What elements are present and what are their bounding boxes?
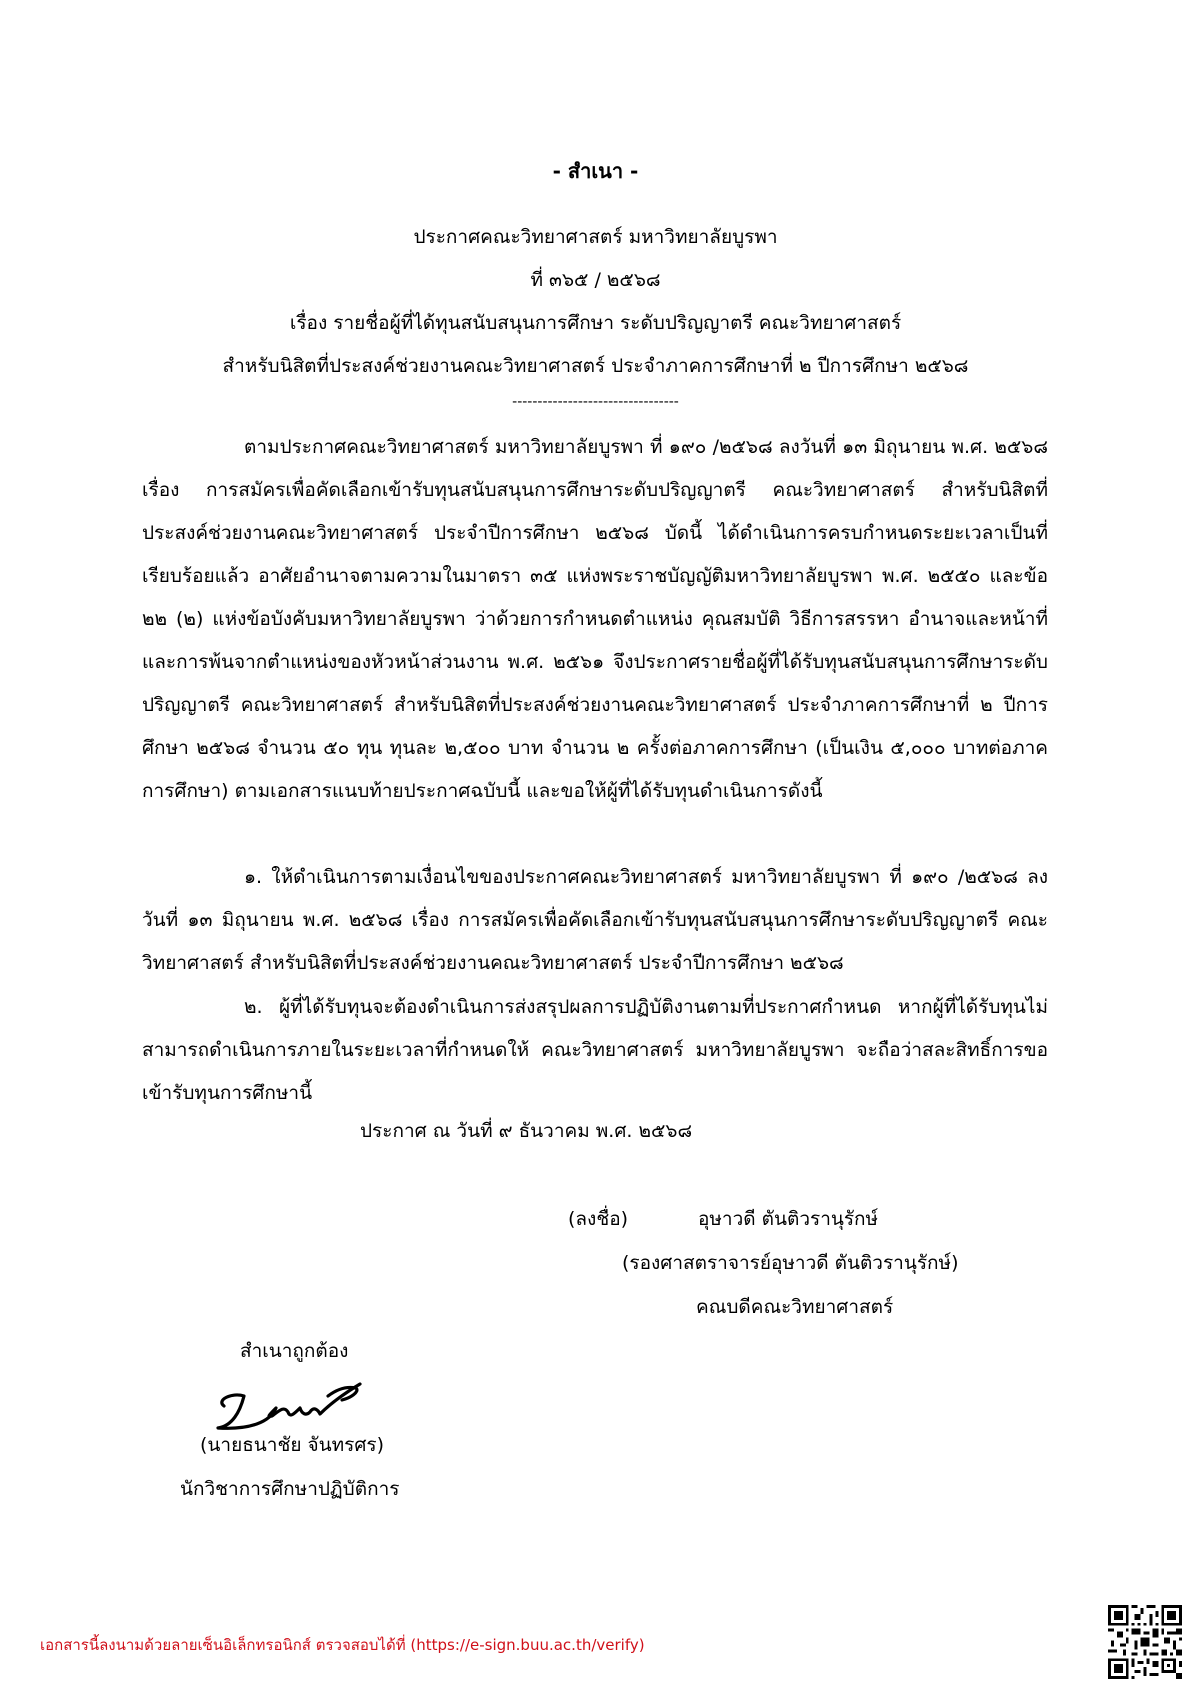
copy-mark: - สำเนา -	[552, 159, 639, 183]
esign-verify-link[interactable]: (https://e-sign.buu.ac.th/verify)	[410, 1636, 645, 1654]
announcement-number: ที่ ๓๖๕ / ๒๕๖๘	[530, 269, 661, 291]
certified-label: สำเนาถูกต้อง	[240, 1340, 349, 1362]
qr-code-icon	[1108, 1605, 1182, 1679]
body-paragraph-1: ตามประกาศคณะวิทยาศาสตร์ มหาวิทยาลัยบูรพา ที่ ๑๙๐ /๒๕๖๘ ลงวันที่ ๑๓ มิถุนายน พ.ศ. ๒๕๖๘ เรื่อง การสมัครเพื่อคัดเลือกเข้ารับทุนสนับสนุนการศึกษาระดับปริญญาตรี คณะวิทยาศาสตร์ สำหรับนิสิตที่ประสงค์ช่วยงานคณะวิทยาศาสตร์ ประจำปีการศึกษา ๒๕๖๘ บัดนี้ ได้ดำเนินการครบกำหนดระยะเวลาเป็นที่เรียบร้อยแล้ว อาศัยอำนาจตามความในมาตรา ๓๕ แห่งพระราชบัญญัติมหาวิทยาลัยบูรพา พ.ศ. ๒๕๕๐ และข้อ ๒๒ (๒) แห่งข้อบังคับมหาวิทยาลัยบูรพา ว่าด้วยการกำหนดตำแหน่ง คุณสมบัติ วิธีการสรรหา อำนาจและหน้าที่ และการพ้นจากตำแหน่งของหัวหน้าส่วนงาน พ.ศ. ๒๕๖๑ จึงประกาศรายชื่อผู้ที่ได้รับทุนสนับสนุนการศึกษาระดับปริญญาตรี คณะวิทยาศาสตร์ สำหรับนิสิตที่ประสงค์ช่วยงานคณะวิทยาศาสตร์ ประจำภาคการศึกษาที่ ๒ ปีการศึกษา ๒๕๖๘ จำนวน ๕๐ ทุน ทุนละ ๒,๕๐๐ บาท จำนวน ๒ ครั้งต่อภาคการศึกษา (เป็นเงิน ๕,๐๐๐ บาทต่อภาคการศึกษา) ตามเอกสารแนบท้ายประกาศฉบับนี้ และขอให้ผู้ที่ได้รับทุนดำเนินการดังนี้	[142, 436, 1048, 802]
subject-line-1: เรื่อง รายชื่อผู้ที่ได้ทุนสนับสนุนการศึกษา ระดับปริญญาตรี คณะวิทยาศาสตร์	[289, 312, 902, 334]
signer-full-title: (รองศาสตราจารย์อุษาวดี ตันติวรานุรักษ์)	[622, 1252, 959, 1274]
announced-date: ประกาศ ณ วันที่ ๙ ธันวาคม พ.ศ. ๒๕๖๘	[360, 1120, 693, 1142]
org-line: ประกาศคณะวิทยาศาสตร์ มหาวิทยาลัยบูรพา	[413, 226, 778, 248]
separator-line: ---------------------------------	[512, 394, 679, 410]
body-paragraph-3: ๒. ผู้ที่ได้รับทุนจะต้องดำเนินการส่งสรุปผลการปฏิบัติงานตามที่ประกาศกำหนด หากผู้ที่ได้รับทุนไม่สามารถดำเนินการภายในระยะเวลาที่กำหนดให้ คณะวิทยาศาสตร์ มหาวิทยาลัยบูรพา จะถือว่าสละสิทธิ์การขอเข้ารับทุนการศึกษานี้	[142, 996, 1048, 1104]
esign-note-text: เอกสารนี้ลงนามด้วยลายเซ็นอิเล็กทรอนิกส์ ตรวจสอบได้ที่	[40, 1636, 406, 1654]
subject-line-2: สำหรับนิสิตที่ประสงค์ช่วยงานคณะวิทยาศาสตร์ ประจำภาคการศึกษาที่ ๒ ปีการศึกษา ๒๕๖๘	[222, 355, 969, 377]
esign-footer-note	[40, 1633, 645, 1657]
body-paragraph-2: ๑. ให้ดำเนินการตามเงื่อนไขของประกาศคณะวิทยาศาสตร์ มหาวิทยาลัยบูรพา ที่ ๑๙๐ /๒๕๖๘ ลงวันที่ ๑๓ มิถุนายน พ.ศ. ๒๕๖๘ เรื่อง การสมัครเพื่อคัดเลือกเข้ารับทุนสนับสนุนการศึกษาระดับปริญญาตรี คณะวิทยาศาสตร์ สำหรับนิสิตที่ประสงค์ช่วยงานคณะวิทยาศาสตร์ ประจำปีการศึกษา ๒๕๖๘	[142, 866, 1048, 974]
signer-position: คณบดีคณะวิทยาศาสตร์	[696, 1296, 894, 1318]
signer-name: อุษาวดี ตันติวรานุรักษ์	[698, 1208, 879, 1230]
certifier-position: นักวิชาการศึกษาปฏิบัติการ	[180, 1478, 400, 1500]
certifier-name: (นายธนาชัย จันทรศร)	[200, 1434, 385, 1456]
signed-label: (ลงชื่อ)	[568, 1208, 629, 1230]
